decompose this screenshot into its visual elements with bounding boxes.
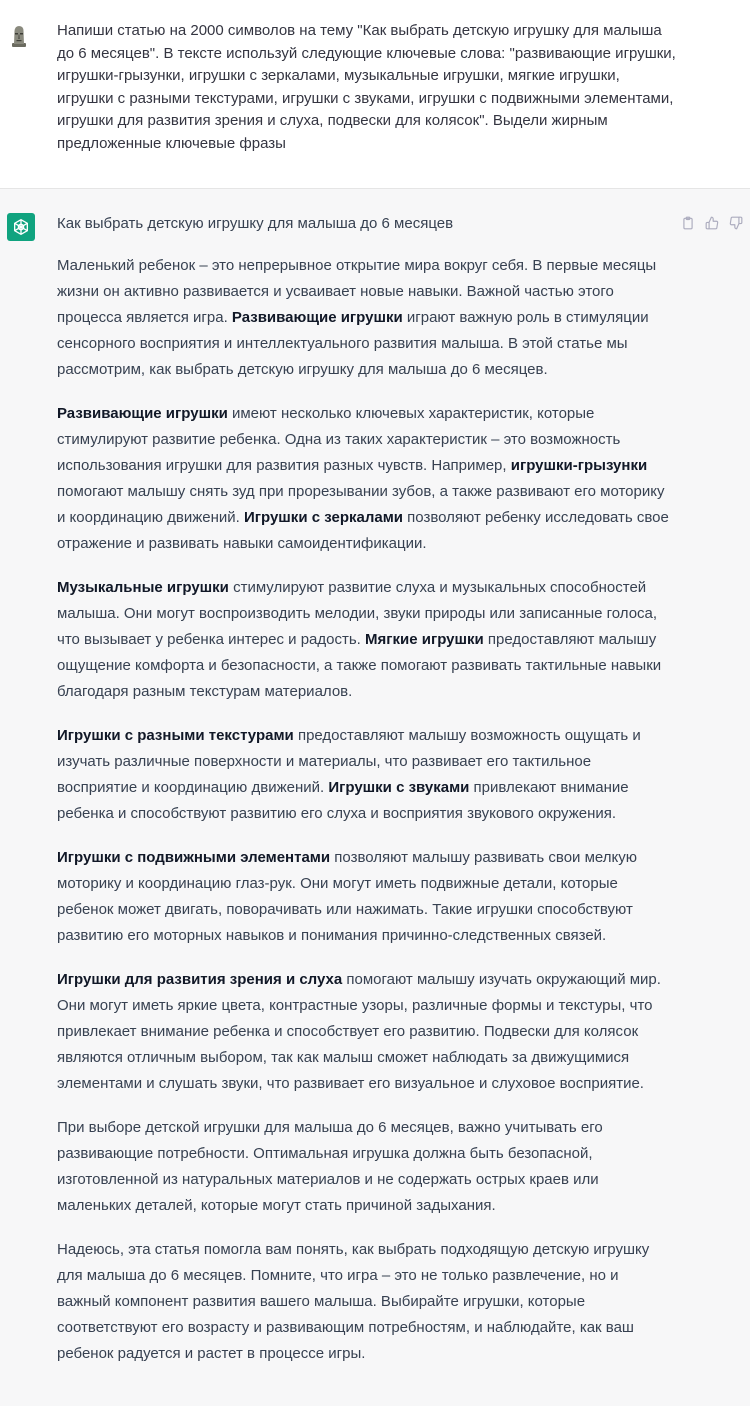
paragraph-4: Игрушки с разными текстурами предоставляют малышу возможность ощущать и изучать различные поверхности и материалы, что развивает его тактильное восприятие и координацию движений. Игрушки с звуками привлекают внимание ребенка и способствуют развитию его слуха и восприятия звукового окружения. [57, 727, 641, 822]
paragraph-3: Музыкальные игрушки стимулируют развитие слуха и музыкальных способностей малыша. Они могут воспроизводить мелодии, звуки природы или записанные голоса, что вызывает у ребенка интерес и радость. Мягкие игрушки предоставляют малышу ощущение комфорта и безопасности, а также помогают развивать тактильные навыки благодаря разным текстурам материалов. [57, 579, 662, 700]
assistant-answer [57, 213, 672, 1385]
moai-statue-icon [7, 24, 31, 48]
keyword: Музыкальные игрушки [57, 579, 229, 596]
keyword: Игрушки для развития зрения и слуха [57, 971, 343, 988]
paragraph-8: Надеюсь, эта статья помогла вам понять, как выбрать подходящую детскую игрушку для малыша до 6 месяцев. Помните, что игра – это не только развлечение, но и важный компонент развития вашего малыша. Выбирайте игрушки, которые соответствуют его возрасту и развивающим потребностям, и наблюдайте, как ваш ребенок радуется и растет в процессе игры. [57, 1241, 650, 1362]
assistant-message [0, 189, 750, 1406]
keyword: Игрушки с разными текстурами [57, 727, 294, 744]
paragraph-1: Маленький ребенок – это непрерывное открытие мира вокруг себя. В первые месяцы жизни он активно развивается и усваивает новые навыки. Важной частью этого процесса является игра. Развивающие игрушки играют важную роль в стимуляции сенсорного восприятия и интеллектуального развития малыша. В этой статье мы рассмотрим, как выбрать детскую игрушку для малыша до 6 месяцев. [57, 257, 657, 378]
keyword: игрушки-грызунки [510, 457, 648, 474]
openai-logo-icon [7, 213, 35, 241]
keyword: Мягкие игрушки [365, 631, 484, 648]
thumbs-up-icon [705, 216, 719, 230]
clipboard-icon [681, 216, 695, 230]
dislike-button[interactable] [728, 215, 744, 231]
keyword: Развивающие игрушки [57, 405, 228, 422]
thumbs-down-icon [729, 216, 743, 230]
like-button[interactable] [704, 215, 720, 231]
message-actions [680, 215, 744, 231]
keyword: Развивающие игрушки [231, 309, 403, 326]
paragraph-6: Игрушки для развития зрения и слуха помогают малышу изучать окружающий мир. Они могут иметь яркие цвета, контрастные узоры, различные формы и текстуры, что привлекает внимание ребенка и способствует его развитию. Подвески для колясок являются отличным выбором, так как малыш сможет наблюдать за движущимися элементами и слушать звуки, что развивает его визуальное и слуховое восприятие. [57, 971, 661, 1092]
article-title: Как выбрать детскую игрушку для малыша до 6 месяцев [57, 215, 454, 232]
keyword: Игрушки с звуками [328, 779, 470, 796]
copy-button[interactable] [680, 215, 696, 231]
paragraph-7: При выборе детской игрушки для малыша до 6 месяцев, важно учитывать его развивающие потребности. Оптимальная игрушка должна быть безопасной, изготовленной из натуральных материалов и не содержать острых краев или маленьких деталей, которые могут стать причиной задыхания. [57, 1119, 603, 1214]
keyword: Игрушки с подвижными элементами [57, 849, 331, 866]
user-prompt-text: Напиши статью на 2000 символов на тему "Как выбрать детскую игрушку для малыша до 6 месяцев". В тексте используй следующие ключевые слова: "развивающие игрушки, игрушки-грызунки, игрушки с зеркалами, музыкальные игрушки, мягкие игрушки, игрушки с разными текстурами, игрушки с звуками, игрушки с подвижными элементами, игрушки для развития зрения и слуха, подвески для колясок". Выдели жирным предложенные ключевые фразы [57, 22, 676, 152]
user-message [0, 0, 750, 189]
paragraph-2: Развивающие игрушки имеют несколько ключевых характеристик, которые стимулируют развитие ребенка. Одна из таких характеристик – это возможность использования игрушки для развития разных чувств. Например, игрушки-грызунки помогают малышу снять зуд при прорезывании зубов, а также развивают его моторику и координацию движений. Игрушки с зеркалами позволяют ребенку исследовать свое отражение и развивать навыки самоидентификации. [57, 405, 669, 552]
keyword: Игрушки с зеркалами [243, 509, 404, 526]
paragraph-5: Игрушки с подвижными элементами позволяют малышу развивать свои мелкую моторику и координацию глаз-рук. Они могут иметь подвижные детали, которые ребенок может двигать, поворачивать или нажимать. Такие игрушки способствуют развитию его моторных навыков и понимания причинно-следственных связей. [57, 849, 637, 944]
